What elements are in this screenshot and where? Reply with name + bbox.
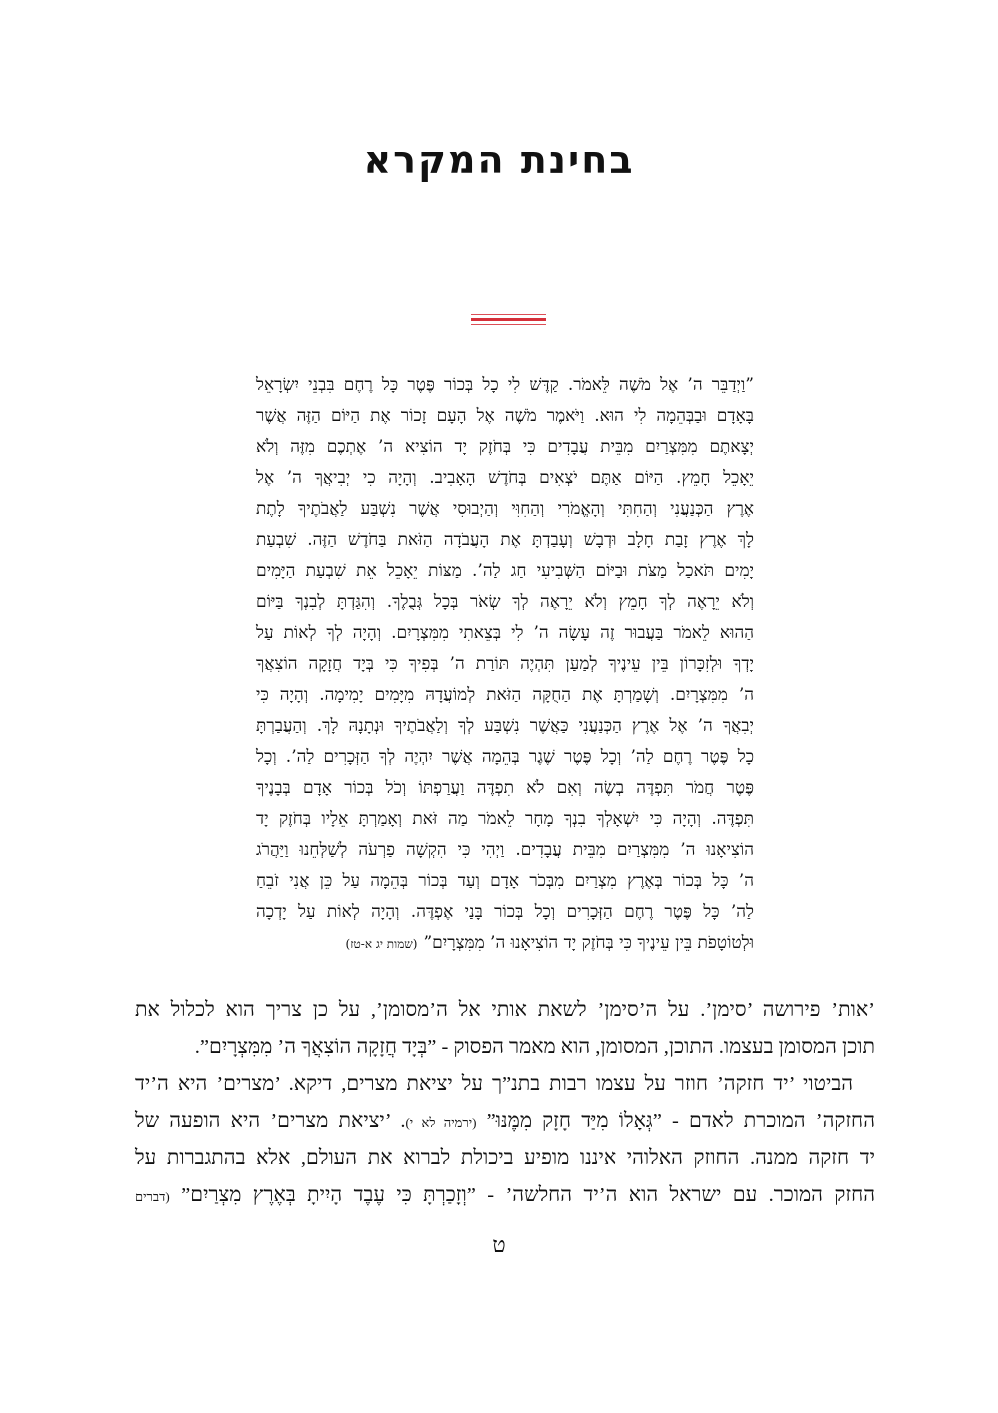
inline-source-reference: (ירמיה לא י) [405, 1115, 477, 1130]
quote-line: ”וַיְדַבֵּר ה’ אֶל מֹשֶׁה לֵּאמֹר. קַדֶּשׁ לִי כָל בְּכוֹר פֶּטֶר כָּל רֶחֶם בִּבְנֵי יִשְׂרָאֵל [256, 375, 754, 395]
inline-source-reference: (דברים [135, 1189, 170, 1204]
commentary-text [135, 992, 875, 1214]
quote-line: אֶרֶץ הַכְּנַעֲנִי וְהַחִתִּי וְהָאֱמֹרִי וְהַחִוִּי וְהַיְבוּסִי אֲשֶׁר נִשְׁבַּע לַאֲבֹתֶיךָ לָתֶת [256, 499, 754, 519]
quote-line: ה’ כָּל בְּכוֹר בְּאֶרֶץ מִצְרַיִם מִבְּכֹר אָדָם וְעַד בְּכוֹר בְּהֵמָה עַל כֵּן אֲנִי זֹבֵחַ [256, 871, 754, 891]
quote-line: בָּאָדָם וּבַבְּהֵמָה לִי הוּא. וַיֹּאמֶר מֹשֶׁה אֶל הָעָם זָכוֹר אֶת הַיּוֹם הַזֶּה אֲשֶׁר [256, 406, 754, 426]
quote-line: יְבִאֲךָ ה’ אֶל אֶרֶץ הַכְּנַעֲנִי כַּאֲשֶׁר נִשְׁבַּע לְךָ וְלַאֲבֹתֶיךָ וּנְתָנָהּ לָךְ. וְהַעֲבַרְתָּ [256, 716, 754, 736]
page-number: ט [492, 1232, 506, 1257]
commentary-line [135, 1103, 875, 1140]
quote-line: פֶּטֶר חֲמֹר תִּפְדֶּה בְשֶׂה וְאִם לֹא תִפְדֶּה וַעֲרַפְתּוֹ וְכֹל בְּכוֹר אָדָם בְּבָנֶיךָ [256, 778, 754, 798]
scripture-quote [256, 370, 754, 959]
commentary-line: הביטוי ’יד חזקה’ חוזר על עצמו רבות בתנ”ך על יציאת מצרים, דיקא. ’מצרים’ היא ה’יד [135, 1073, 853, 1095]
quote-last-line [256, 928, 754, 959]
commentary-line-text: החזק המוכר. עם ישראל הוא ה’יד החלשה’ - ”וְזָכַרְתָּ כִּי עֶבֶד הָיִיתָ בְּאֶרֶץ מִצְרַיִם” [169, 1184, 875, 1206]
quote-line: הוֹצִיאָנוּ ה’ מִמִּצְרַיִם מִבֵּית עֲבָדִים. וַיְהִי כִּי הִקְשָׁה פַרְעֹה לְשַׁלְּחֵנוּ וַיַּהֲרֹג [256, 840, 754, 860]
page-title: בחינת המקרא [363, 138, 635, 182]
quote-line: הַהוּא לֵאמֹר בַּעֲבוּר זֶה עָשָׂה ה’ לִי בְּצֵאתִי מִמִּצְרָיִם. וְהָיָה לְךָ לְאוֹת עַל [256, 623, 754, 643]
quote-line: תִּפְדֶּה. וְהָיָה כִּי יִשְׁאָלְךָ בִנְךָ מָחָר לֵאמֹר מַה זֹּאת וְאָמַרְתָּ אֵלָיו בְּחֹזֶק יָד [256, 809, 754, 829]
quote-line: יֵאָכֵל חָמֵץ. הַיּוֹם אַתֶּם יֹצְאִים בְּחֹדֶשׁ הָאָבִיב. וְהָיָה כִי יְבִיאֲךָ ה’ אֶל [256, 468, 754, 488]
commentary-line-text: . ’יציאת מצרים’ היא הופעה של [135, 1110, 406, 1132]
commentary-line-text: החזקה’ המוכרת לאדם - ”גְּאָלוֹ מִיַּד חָזָק מִמֶּנּוּ” [476, 1110, 875, 1132]
quote-line: לַה’ כָּל פֶּטֶר רֶחֶם הַזְּכָרִים וְכָל בְּכוֹר בָּנַי אֶפְדֶּה. וְהָיָה לְאוֹת עַל יָדְכָה [256, 902, 754, 922]
quote-line: יְצָאתֶם מִמִּצְרַיִם מִבֵּית עֲבָדִים כִּי בְּחֹזֶק יָד הוֹצִיא ה’ אֶתְכֶם מִזֶּה וְלֹא [256, 437, 754, 457]
divider-rule-middle [471, 318, 546, 321]
decorative-divider [471, 314, 546, 326]
commentary-line: יד חזקה ממנה. החוזק האלוהי איננו מופיע ביכולת לברוא את העולם, אלא בהתגברות על [135, 1147, 875, 1169]
commentary-line [135, 1177, 875, 1214]
scripture-source-reference: (שמות יג א-טז) [345, 937, 418, 951]
quote-last-line-text: וּלְטוֹטָפֹת בֵּין עֵינֶיךָ כִּי בְּחֹזֶק יָד הוֹצִיאָנוּ ה’ מִמִּצְרָיִם” [423, 933, 754, 953]
divider-rule-bottom [471, 324, 546, 325]
commentary-line: ’אות’ פירושה ’סימן’. על ה’סימן’ לשאת אותי אל ה’מסומן’, על כן צריך הוא לכלול את [135, 999, 875, 1021]
quote-line: לָךְ אֶרֶץ זָבַת חָלָב וּדְבָשׁ וְעָבַדְתָּ אֶת הָעֲבֹדָה הַזֹּאת בַּחֹדֶשׁ הַזֶּה. שִׁבְעַת [256, 530, 754, 550]
divider-rule-top [471, 314, 546, 315]
quote-line: ה’ מִמִּצְרָיִם. וְשָׁמַרְתָּ אֶת הַחֻקָּה הַזֹּאת לְמוֹעֲדָהּ מִיָּמִים יָמִימָה. וְהָיָה כִּי [256, 685, 754, 705]
quote-line: כָל פֶּטֶר רֶחֶם לַה’ וְכָל פֶּטֶר שֶׁגֶר בְּהֵמָה אֲשֶׁר יִהְיֶה לְךָ הַזְּכָרִים לַה’. וְכָל [256, 747, 754, 767]
commentary-line: תוכן המסומן בעצמו. התוכן, המסומן, הוא מאמר הפסוק - ”בְּיָד חֲזָקָה הוֹצִאֲךָ ה’ מִמִּצְרָיִם”. [194, 1036, 875, 1058]
quote-line: וְלֹא יֵרָאֶה לְךָ חָמֵץ וְלֹא יֵרָאֶה לְךָ שְׂאֹר בְּכָל גְּבֻלֶךָ. וְהִגַּדְתָּ לְבִנְךָ בַּיּוֹם [256, 592, 754, 612]
quote-line: יָמִים תֹּאכַל מַצֹּת וּבַיּוֹם הַשְּׁבִיעִי חַג לַה’. מַצּוֹת יֵאָכֵל אֵת שִׁבְעַת הַיָּמִים [256, 561, 754, 581]
quote-line: יָדְךָ וּלְזִכָּרוֹן בֵּין עֵינֶיךָ לְמַעַן תִּהְיֶה תּוֹרַת ה’ בְּפִיךָ כִּי בְּיָד חֲזָקָה הוֹצִאֲךָ [256, 654, 754, 674]
